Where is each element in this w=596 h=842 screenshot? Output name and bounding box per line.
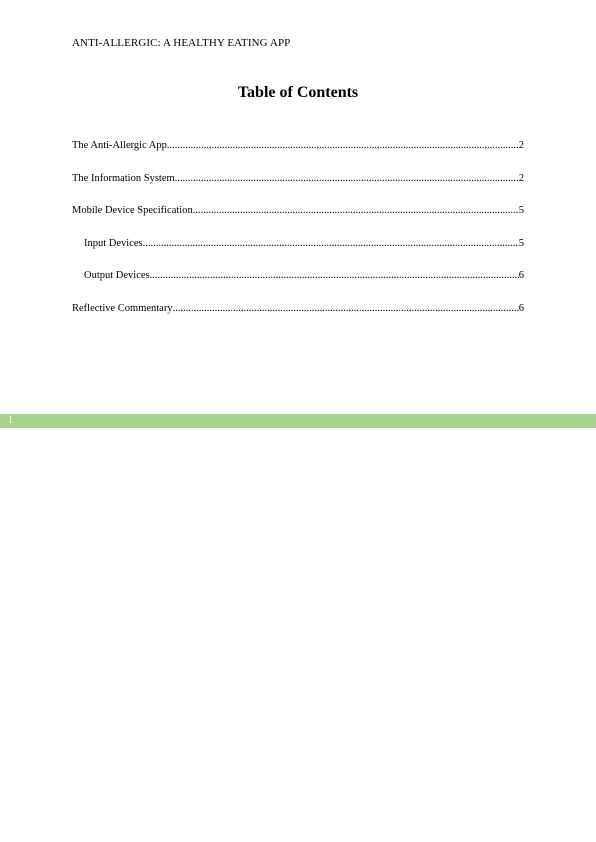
toc-entry-output-devices[interactable] [72, 269, 524, 302]
toc-entry-page-number: 5 [518, 205, 524, 217]
toc-entry-page-number: 2 [518, 172, 524, 184]
toc-entry-page-number: 6 [518, 302, 524, 314]
toc-entry-page-number: 6 [518, 270, 524, 282]
toc-entry-mobile-device-specification[interactable] [72, 204, 524, 237]
toc-entry-reflective-commentary[interactable] [72, 302, 524, 335]
table-of-contents [72, 139, 524, 335]
running-header: ANTI-ALLERGIC: A HEALTHY EATING APP [72, 37, 291, 49]
toc-entry-label: Reflective Commentary [72, 302, 173, 314]
toc-entry-label: Input Devices [84, 237, 143, 249]
toc-dot-leader [193, 204, 519, 218]
toc-entry-input-devices[interactable] [72, 237, 524, 270]
toc-dot-leader [173, 302, 519, 316]
toc-entry-page-number: 2 [518, 140, 524, 151]
toc-entry-label: The Anti-Allergic App [72, 140, 167, 151]
toc-title: Table of Contents [237, 84, 359, 101]
toc-entry-anti-allergic-app[interactable] [72, 139, 524, 172]
toc-entry-information-system[interactable] [72, 172, 524, 205]
toc-dot-leader [150, 269, 519, 283]
toc-entry-page-number: 5 [518, 237, 524, 249]
toc-dot-leader [143, 237, 519, 251]
footer-band [0, 414, 596, 428]
toc-entry-label: Mobile Device Specification [72, 205, 193, 217]
toc-dot-leader [167, 139, 519, 153]
toc-entry-label: Output Devices [84, 270, 150, 282]
toc-dot-leader [175, 172, 519, 186]
toc-entry-label: The Information System [72, 172, 175, 184]
footer-page-number: 1 [8, 415, 13, 426]
